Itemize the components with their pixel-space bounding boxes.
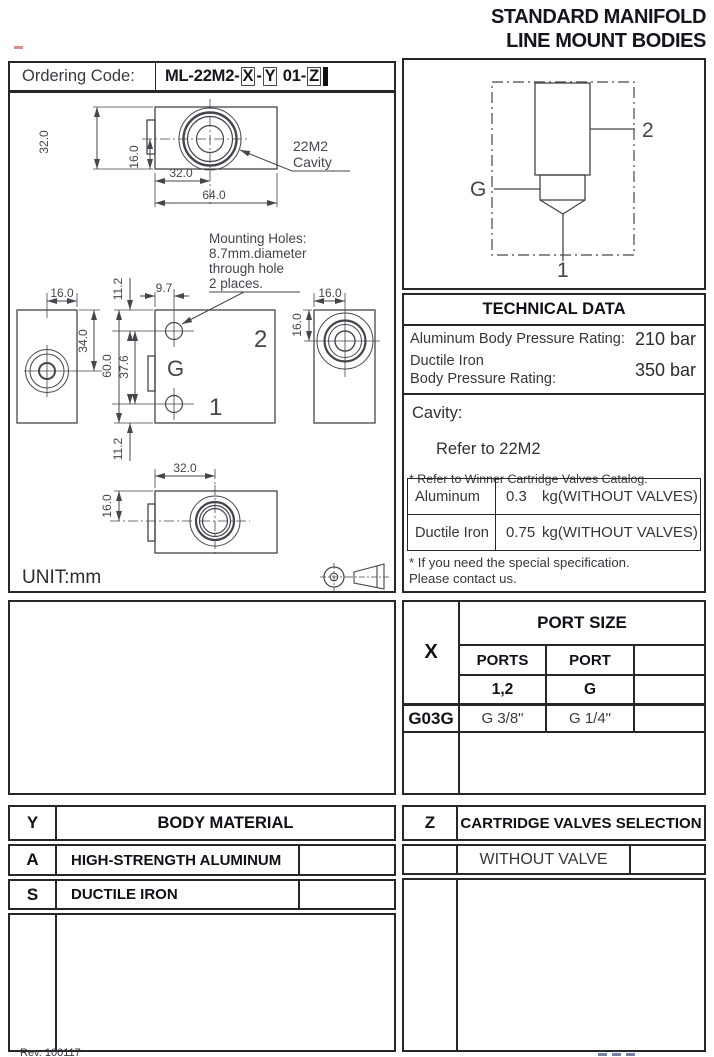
note-line3: through hole [209,261,285,276]
footer-right-marks [598,1053,635,1056]
top-view [37,99,350,207]
port-table-line [404,731,704,733]
weight-table [407,478,701,551]
port-col-sub: G [583,680,597,698]
top-view-side-tab [147,120,155,154]
bottom-view-extension-lines [114,469,155,491]
port-size-header: PORT SIZE [537,613,627,632]
body-material-row-a [8,844,396,876]
unit-label: UNIT:mm [22,567,102,588]
ports-col-header: PORTS [476,651,529,669]
cavity-callout-line1: 22M2 [293,138,329,154]
body-material-row-s [8,879,396,910]
ordering-code-label: Ordering Code: [10,63,156,90]
cavity-schematic [404,60,704,288]
row-code: S [10,881,57,908]
row-label: HIGH-STRENGTH ALUMINUM [57,846,300,874]
red-registration-mark [14,46,23,49]
body-material-filler-row [8,913,396,1052]
dim-front-bottom: 11.2 [111,437,125,461]
valve-selection-key: Z [404,807,458,839]
port-row-code: G03G [408,708,454,728]
port-row-port-value: G 1/4" [568,710,611,727]
filler-cell [458,880,704,1050]
ports-col-sub: 1,2 [491,680,514,698]
dim-left-center: 34.0 [76,329,90,353]
aluminum-rating-value: 210 bar [634,329,696,349]
valve-selection-filler-row [402,878,706,1052]
code-y-box: Y [264,67,276,85]
valve-selection-header-row [402,805,706,841]
port-table-key: X [424,641,438,663]
note-line2: 8.7mm.diameter [209,246,307,261]
front-port2-label: 2 [254,326,268,353]
schematic-panel [402,58,706,290]
row-empty-cell [300,846,394,874]
row-empty-key [404,846,458,873]
bottom-view-body [155,491,277,553]
cavity-reference: Refer to 22M2 [436,440,541,458]
aluminum-rating-label: Aluminum Body Pressure Rating: [410,330,625,347]
weight-unit: kg(WITHOUT VALVES) [542,524,698,541]
ductile-rating-value: 350 bar [634,360,696,380]
body-material-key: Y [10,807,57,839]
code-separator: - [256,67,262,85]
technical-data-header: TECHNICAL DATA [404,295,704,326]
weight-value: 0.75 [506,524,536,541]
front-port1-label: 1 [209,394,223,421]
cavity-callout [240,138,350,171]
schematic-port1-label: 1 [557,259,569,282]
bottom-view-side-tab [148,504,155,541]
code-x-box: X [242,67,254,85]
revision-label: Rev. 100117 [20,1047,81,1057]
body-material-header-row [8,805,396,841]
right-view-body [314,310,375,423]
dim-right-height: 16.0 [290,313,304,337]
body-material-table [8,805,396,1052]
code-prefix: ML-22M2- [165,67,240,85]
right-view-extension-lines [303,293,314,310]
cavity-label: Cavity: [412,404,463,422]
dimension-drawing-panel [8,91,396,593]
cartridge-cavity-symbol [535,83,590,261]
front-portG-label: G [167,356,185,381]
dim-top-half: 16.0 [127,145,141,169]
left-side-view [17,286,102,423]
cavity-note: * Refer to Winner Cartridge Valves Catalog. [409,472,648,486]
note-line1: Mounting Holes: [209,231,307,246]
top-view-body [155,107,277,169]
page-title [491,6,706,53]
weight-unit: kg(WITHOUT VALVES) [542,488,698,505]
weight-row-aluminum [408,479,700,514]
empty-panel [8,600,396,795]
port-table-line [633,644,635,733]
code-z-box: Z [309,67,319,85]
dim-bottom-half: 16.0 [100,494,114,518]
valve-selection-row [402,844,706,875]
row-label: DUCTILE IRON [57,881,300,908]
page-title-line2: LINE MOUNT BODIES [506,29,706,52]
row-label: WITHOUT VALVE [458,846,631,873]
technical-data-panel [402,293,706,593]
front-view-side-tab [148,356,155,391]
port-size-table [402,600,706,795]
dim-bottom-center: 32.0 [173,461,197,475]
dim-front-hole-spacing: 37.6 [117,355,131,379]
filler-key-cell [404,880,458,1050]
row-empty-cell [300,881,394,908]
dim-front-hole-x: 9.7 [155,281,173,295]
port-row-ports-value: G 3/8" [481,710,524,727]
filler-key-cell [10,915,57,1050]
weight-value: 0.3 [506,488,527,505]
code-cursor-mark [323,67,328,86]
ductile-rating-label-line1: Ductile Iron [410,353,484,369]
valve-selection-table [402,805,706,1052]
weight-material: Ductile Iron [408,515,496,550]
dim-front-top: 11.2 [111,277,125,301]
right-side-view [290,286,380,423]
dimension-drawing [10,93,394,591]
dim-top-width: 64.0 [202,188,226,202]
row-empty-cell [631,846,704,873]
note-leader-line [182,292,300,324]
projection-symbol-icon [320,563,391,591]
schematic-port2-label: 2 [642,119,654,142]
code-mid: 01- [278,67,307,85]
ordering-code-box [8,61,396,92]
valve-selection-header: CARTRIDGE VALVES SELECTION [460,814,702,832]
port-col-header: PORT [569,651,611,669]
weight-row-ductile-iron [408,514,700,550]
special-spec-note [409,555,630,586]
dim-front-height: 60.0 [100,354,114,378]
schematic-portG-label: G [470,178,487,201]
bottom-view [100,461,277,557]
special-spec-note-line2: Please contact us. [409,570,517,586]
body-material-header: BODY MATERIAL [157,813,294,832]
left-view-centerlines [24,293,102,397]
special-spec-note-line1: * If you need the special specification. [409,555,630,570]
right-view-centerlines [304,293,380,377]
weight-material: Aluminum [408,479,496,514]
page-title-line1: STANDARD MANIFOLD [490,6,706,28]
filler-cell [57,915,394,1050]
left-view-extension-lines [77,293,100,310]
ductile-rating-label-line2: Body Pressure Rating: [410,370,557,387]
dim-left-width: 16.0 [50,286,74,300]
dim-top-center: 32.0 [169,166,193,180]
dim-top-height: 32.0 [37,130,51,154]
cavity-callout-line2: Cavity [293,154,332,170]
bottom-view-centerlines [110,469,250,557]
ordering-code-value [156,63,328,90]
note-line4: 2 places. [209,276,264,291]
dim-right-width: 16.0 [318,286,342,300]
front-view [100,277,275,461]
pressure-ratings [404,326,704,395]
row-code: A [10,846,57,874]
